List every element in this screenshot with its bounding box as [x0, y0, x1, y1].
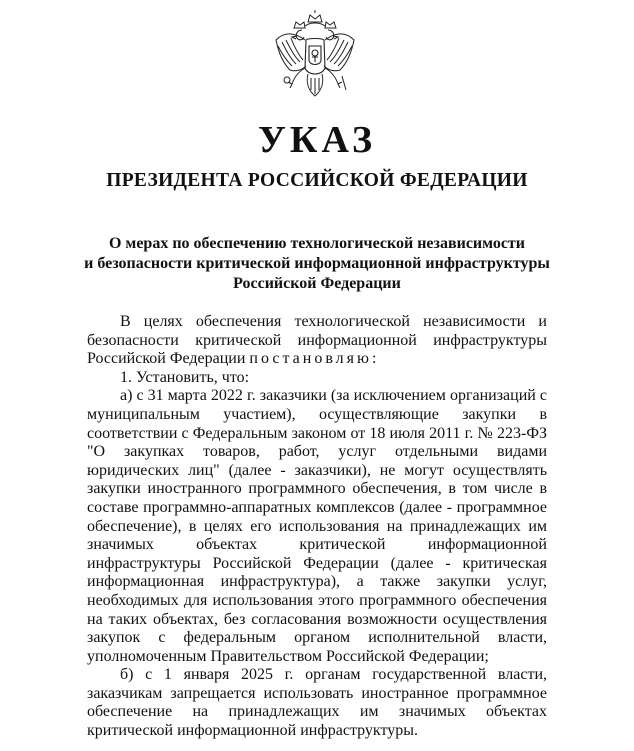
crown-icon — [294, 10, 336, 28]
heading-line: Российской Федерации — [233, 275, 401, 292]
document-heading — [60, 234, 574, 294]
heading-line: и безопасности критической информационной инфраструктуры — [84, 255, 550, 272]
preamble-text: В целях обеспечения технологической независимости и безопасности критической информационной инфраструктуры Российской Федерации — [87, 313, 547, 368]
item-a-paragraph: а) с 31 марта 2022 г. заказчики (за исключением организаций с муниципальным участием), осуществляющие закупки в соответствии с Федеральным законом от 18 июля 2011 г. № 223-ФЗ "О закупках товаров, работ, услуг отдельными видами юридических лиц" (далее - заказчики), не могут осуществлять закупки иностранного программного обеспечения, в том числе в составе программно-аппаратных комплексов (далее - программное обеспечение), в целях его использования на принадлежащих им значимых объектах критической информационной инфраструктуры Российской Федерации (далее - критическая информационная инфраструктура), а также закупки услуг, необходимых для использования этого программного обеспечения на таких объектах, без согласования возможности осуществления закупок с федеральным органом исполнительной власти, уполномоченным Правительством Российской Федерации; — [87, 387, 547, 665]
document-title: УКАЗ — [258, 119, 376, 161]
item-b-paragraph: б) с 1 января 2025 г. органам государственной власти, заказчикам запрещается использовать иностранное программное обеспечение на принадлежащих им значимых объектах критической информационной инфраструктуры. — [87, 666, 547, 740]
document-subtitle: ПРЕЗИДЕНТА РОССИЙСКОЙ ФЕДЕРАЦИИ — [106, 170, 528, 191]
preamble-paragraph — [87, 313, 547, 369]
document-body — [87, 313, 547, 741]
heading-line: О мерах по обеспечению технологической независимости — [108, 235, 525, 252]
russian-coat-of-arms-icon — [272, 10, 358, 110]
preamble-verb: постановляю: — [249, 350, 380, 368]
item-1-paragraph: 1. Установить, что: — [120, 368, 250, 386]
